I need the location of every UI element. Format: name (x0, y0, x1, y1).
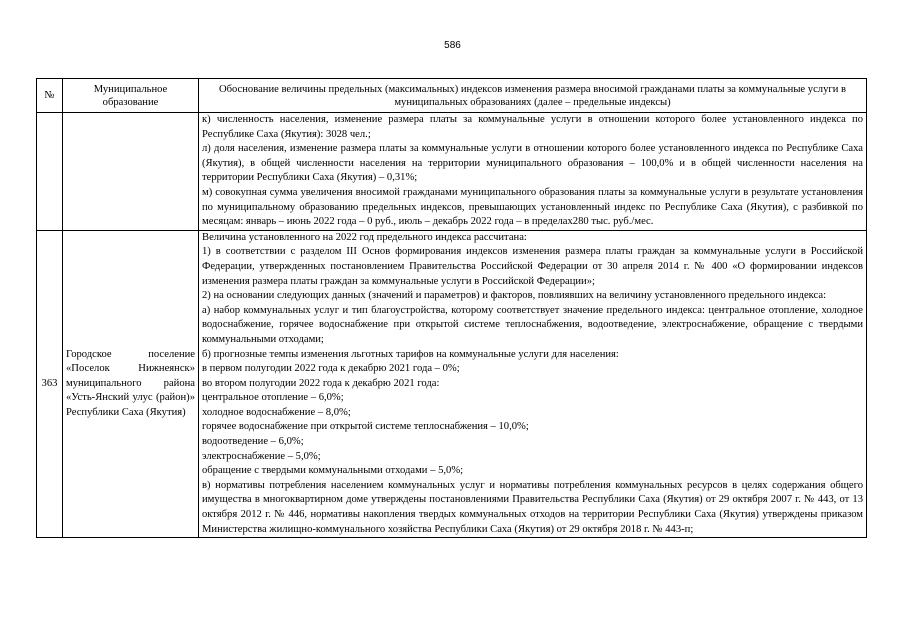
paragraph-intro: Величина установленного на 2022 год предельного индекса рассчитана: (202, 231, 527, 243)
cell-num (37, 113, 63, 231)
paragraph-k: к) численность населения, изменение размера платы за коммунальные услуги в отношении которого более установленного индекса по Республике Саха (Якутия): 3028 чел.; (202, 114, 863, 140)
paragraph-electricity: электроснабжение – 5,0%; (202, 450, 321, 462)
paragraph-2: 2) на основании следующих данных (значений и параметров) и факторов, повлиявших на величину установленного предельного индекса: (202, 290, 827, 302)
paragraph-v: в) нормативы потребления населением коммунальных услуг и нормативы потребления коммунальных ресурсов в целях содержания общего имущества в многоквартирном доме утверждены постановлениями Правительства Республики Саха (Якутия) от 29 октября 2007 г. № 443, от 13 октября 2012 г. № 446, нормативы накопления твердых коммунальных отходов на территории Республики Саха (Якутия) утверждены приказом Министерства жилищно-коммунального хозяйства Республики Саха (Якутия) от 29 октября 2018 г. № 443-п; (202, 479, 863, 535)
page-number: 586 (444, 40, 461, 51)
paragraph-b: б) прогнозные темпы изменения льготных тарифов на коммунальные услуги для населения: (202, 348, 619, 360)
cell-municipality: Городское поселение «Поселок Нижнеянск» муниципального района «Усть-Янский улус (район)» Республики Саха (Якутия) (63, 230, 199, 537)
cell-justification (199, 113, 867, 231)
paragraph-hot-water: горячее водоснабжение при открытой системе теплоснабжения – 10,0%; (202, 421, 529, 433)
table-row-363 (37, 230, 867, 537)
paragraph-sewerage: водоотведение – 6,0%; (202, 436, 304, 448)
paragraph-m: м) совокупная сумма увеличения вносимой гражданами муниципального образования платы за коммунальные услуги в результате установления по муниципальному образованию предельных индексов, превышающих установленный индекс по Республике Саха (Якутия), с разбивкой по месяцам: январь – июнь 2022 года – 0 руб., июль – декабрь 2022 года – в пределах280 тыс. руб./мес. (202, 186, 863, 228)
paragraph-a: а) набор коммунальных услуг и тип благоустройства, которому соответствует значение предельного индекса: центральное отопление, холодное водоснабжение, горячее водоснабжение при открытой системе теплоснабжения, водоотведение, электроснабжение, обращение с твердыми коммунальными отходами; (202, 304, 863, 345)
cell-num: 363 (37, 230, 63, 537)
header-justification: Обоснование величины предельных (максимальных) индексов изменения размера вносимой гражданами платы за коммунальные услуги в муниципальных образованиях (далее – предельные индексы) (199, 79, 867, 113)
paragraph-heating: центральное отопление – 6,0%; (202, 392, 344, 404)
paragraph-cold-water: холодное водоснабжение – 8,0%; (202, 406, 351, 418)
paragraph-waste: обращение с твердыми коммунальными отходами – 5,0%; (202, 465, 464, 477)
header-municipality: Муниципальное образование (63, 79, 199, 113)
cell-justification (199, 230, 867, 537)
paragraph-1: 1) в соответствии с разделом III Основ формирования индексов изменения размера платы граждан за коммунальные услуги в Российской Федерации, утвержденных постановлением Правительства Российской Федерации от 30 апреля 2014 г. № 400 «О формировании индексов изменения размера платы граждан за коммунальные услуги в Российской Федерации»; (202, 246, 863, 287)
header-num: № (37, 79, 63, 113)
indices-table (36, 78, 867, 538)
paragraph-second-half: во втором полугодии 2022 года к декабрю 2021 года: (202, 377, 440, 389)
table-header-row (37, 79, 867, 113)
paragraph-first-half: в первом полугодии 2022 года к декабрю 2021 года – 0%; (202, 363, 460, 375)
paragraph-l: л) доля населения, изменение размера платы за коммунальные услуги в отношении которого более установленного индекса по Республике Саха (Якутия), в общей численности населения на территории муниципального образования – 100,0% и в общей численности населения на территории Республики Саха (Якутия) – 0,31%; (202, 143, 863, 184)
cell-municipality (63, 113, 199, 231)
table-row-continuation (37, 113, 867, 231)
